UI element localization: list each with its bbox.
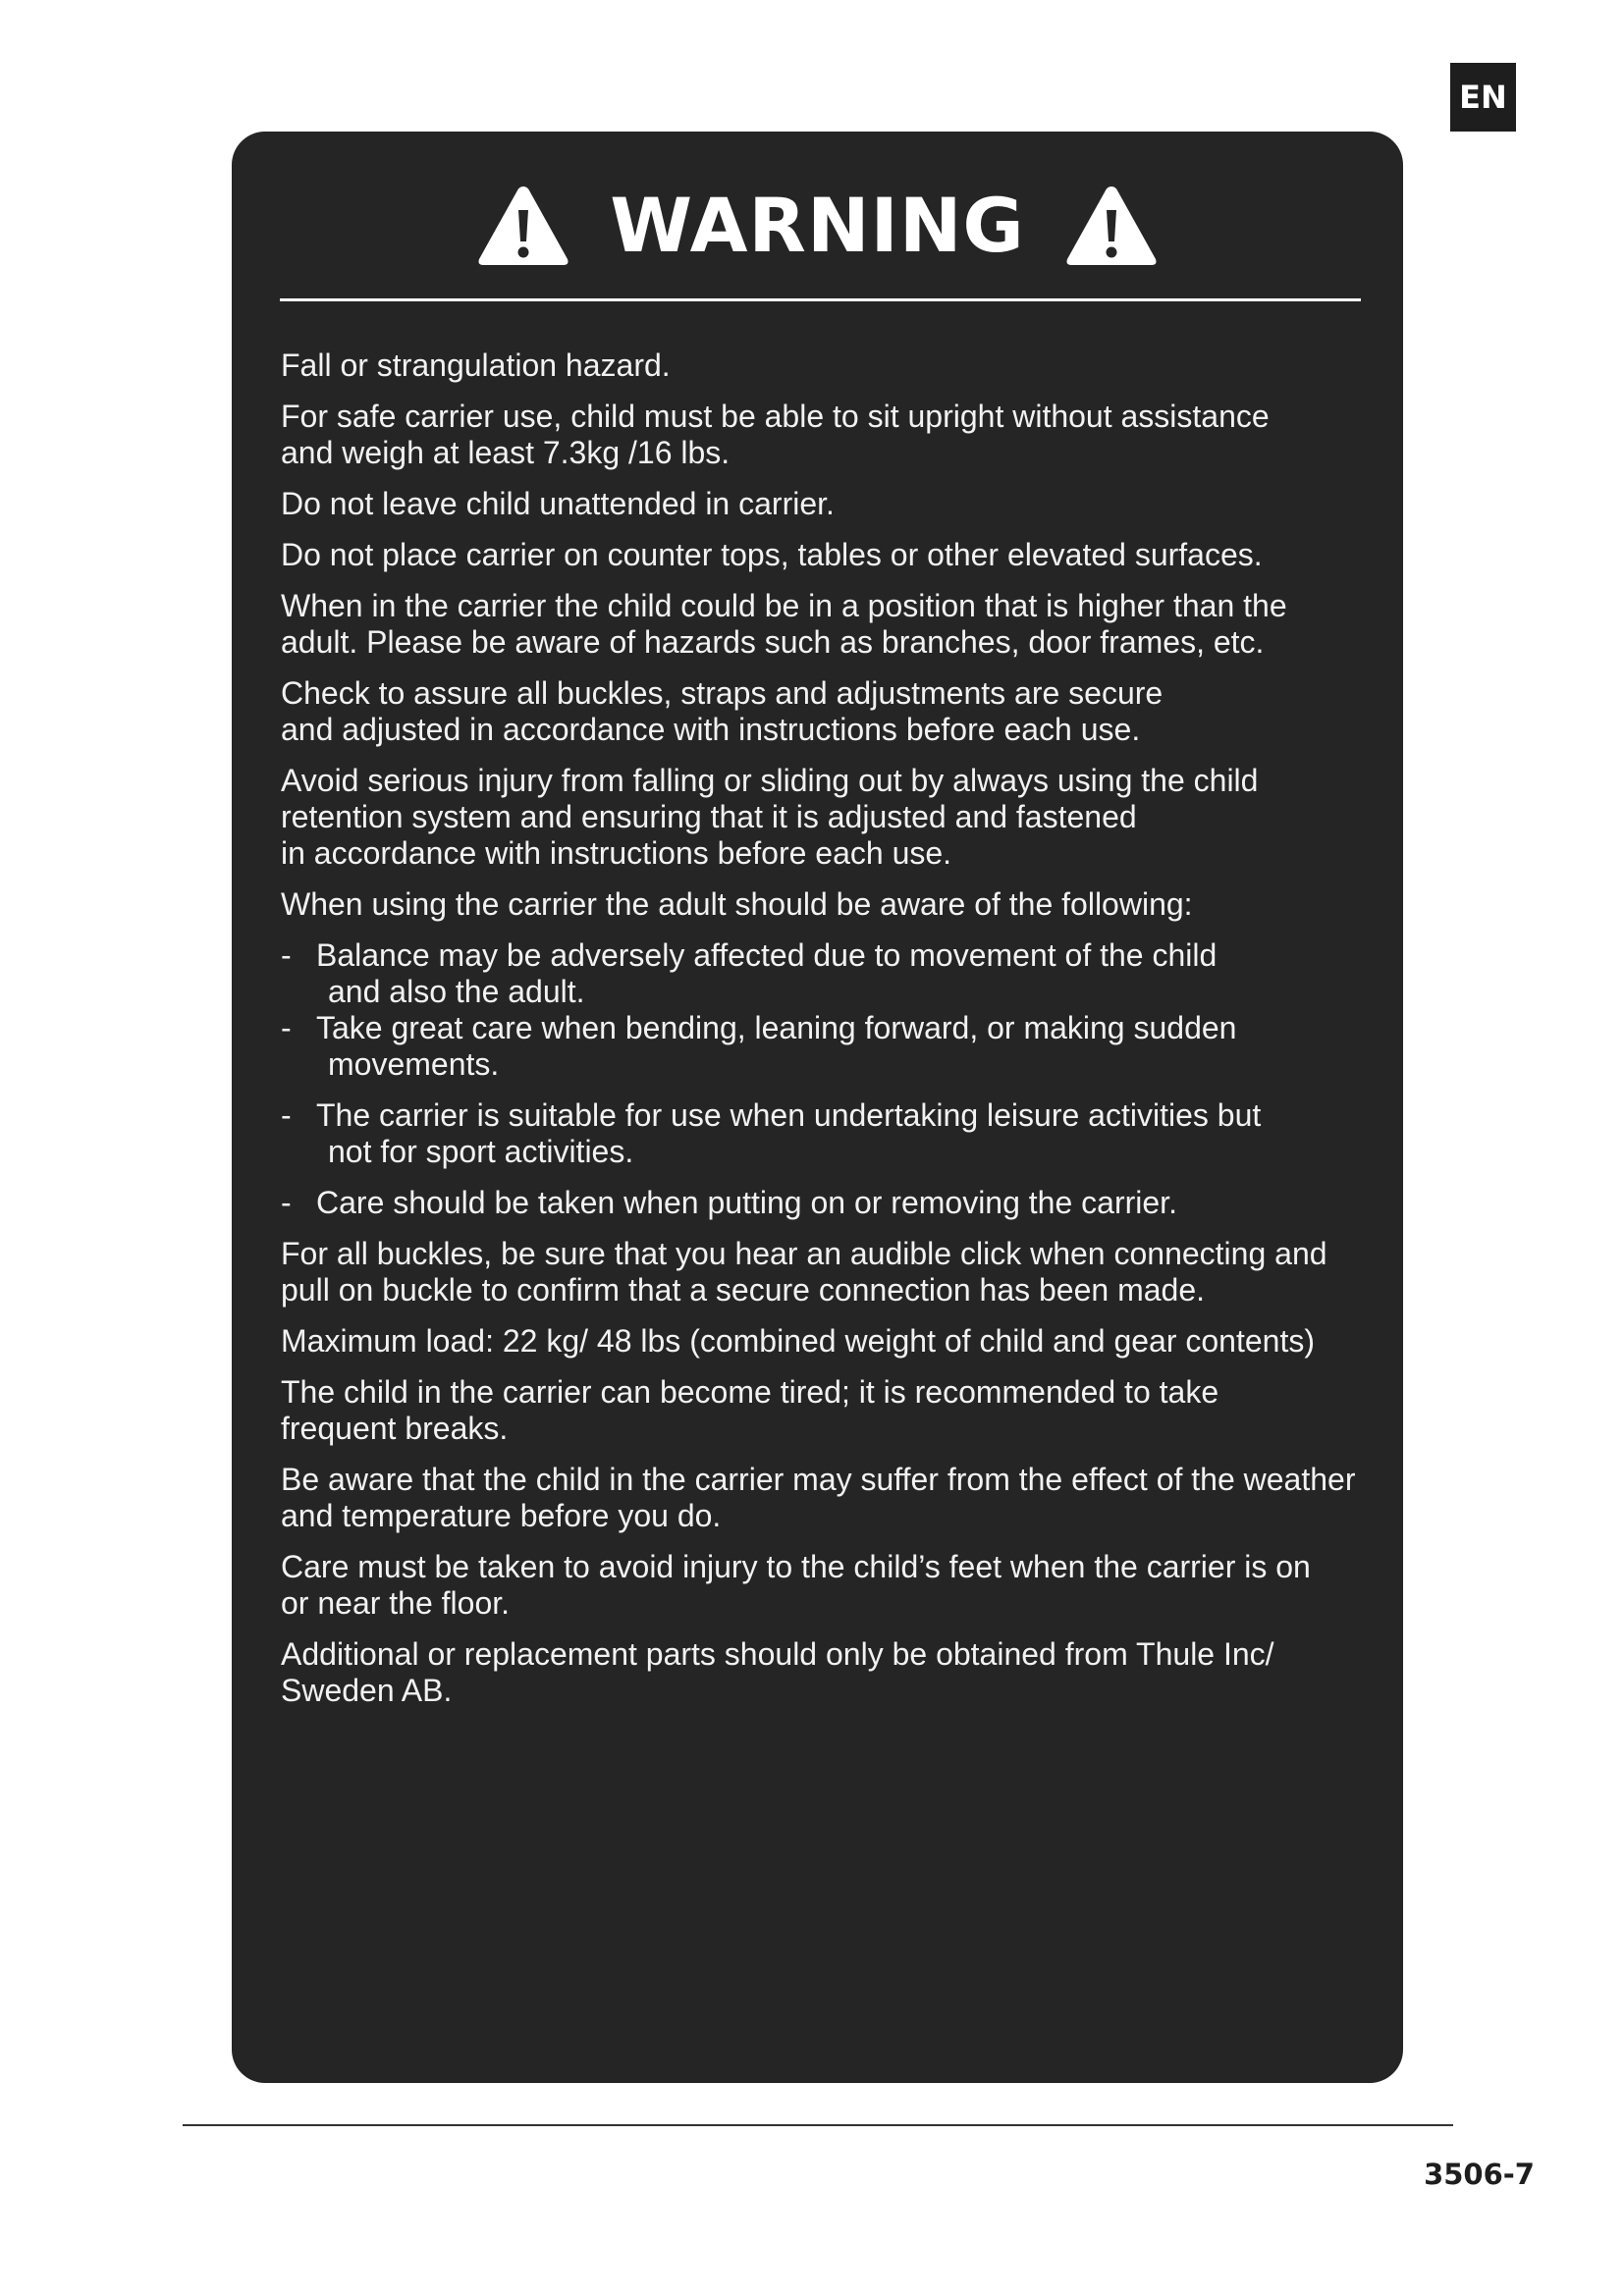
warning-paragraph: Do not place carrier on counter tops, tables or other elevated surfaces.	[281, 537, 1263, 572]
bullet-item: - Care should be taken when putting on or removing the carrier.	[281, 1185, 1177, 1220]
warning-paragraph: Be aware that the child in the carrier may suffer from the effect of the weather and temperature before you do.	[281, 1462, 1356, 1533]
warning-paragraph: Care must be taken to avoid injury to the child’s feet when the carrier is on or near the floor.	[281, 1549, 1311, 1621]
warning-paragraph: Additional or replacement parts should only be obtained from Thule Inc/ Sweden AB.	[281, 1636, 1274, 1708]
footer-divider	[183, 2124, 1453, 2126]
bullet-item: - Take great care when bending, leaning forward, or making sudden movements.	[281, 1010, 1237, 1082]
warning-paragraph: Avoid serious injury from falling or sliding out by always using the child retention system and ensuring that it is adjusted and fastened in accordance with instructions before each use.	[281, 763, 1259, 871]
page-number: 3506-7	[1424, 2158, 1535, 2191]
warning-paragraph: Maximum load: 22 kg/ 48 lbs (combined weight of child and gear contents)	[281, 1323, 1315, 1359]
warning-paragraph: For safe carrier use, child must be able to sit upright without assistance and weigh at least 7.3kg /16 lbs.	[281, 399, 1270, 470]
warning-paragraph: Check to assure all buckles, straps and adjustments are secure and adjusted in accordance with instructions before each use.	[281, 675, 1164, 747]
warning-paragraph: The child in the carrier can become tired; it is recommended to take frequent breaks.	[281, 1374, 1219, 1446]
warning-paragraph: When using the carrier the adult should be aware of the following:	[281, 886, 1193, 922]
warning-triangle-icon	[1062, 181, 1161, 271]
warning-paragraph: For all buckles, be sure that you hear an audible click when connecting and pull on buckle to confirm that a secure connection has been made.	[281, 1236, 1327, 1308]
warning-triangle-icon	[474, 181, 572, 271]
warning-text	[281, 347, 1371, 1724]
language-badge: EN	[1450, 63, 1516, 132]
warning-paragraph: Fall or strangulation hazard.	[281, 347, 671, 383]
bullet-item: - The carrier is suitable for use when undertaking leisure activities but not for sport activities.	[281, 1097, 1262, 1169]
warning-paragraph: When in the carrier the child could be in a position that is higher than the adult. Please be aware of hazards such as branches, door frames, etc.	[281, 588, 1287, 660]
bullet-item: - Balance may be adversely affected due to movement of the child and also the adult.	[281, 937, 1218, 1009]
warning-header	[232, 167, 1403, 285]
warning-paragraph: Do not leave child unattended in carrier.	[281, 486, 835, 521]
warning-panel	[232, 132, 1403, 2083]
warning-title: WARNING	[610, 182, 1025, 269]
header-divider	[280, 298, 1361, 301]
